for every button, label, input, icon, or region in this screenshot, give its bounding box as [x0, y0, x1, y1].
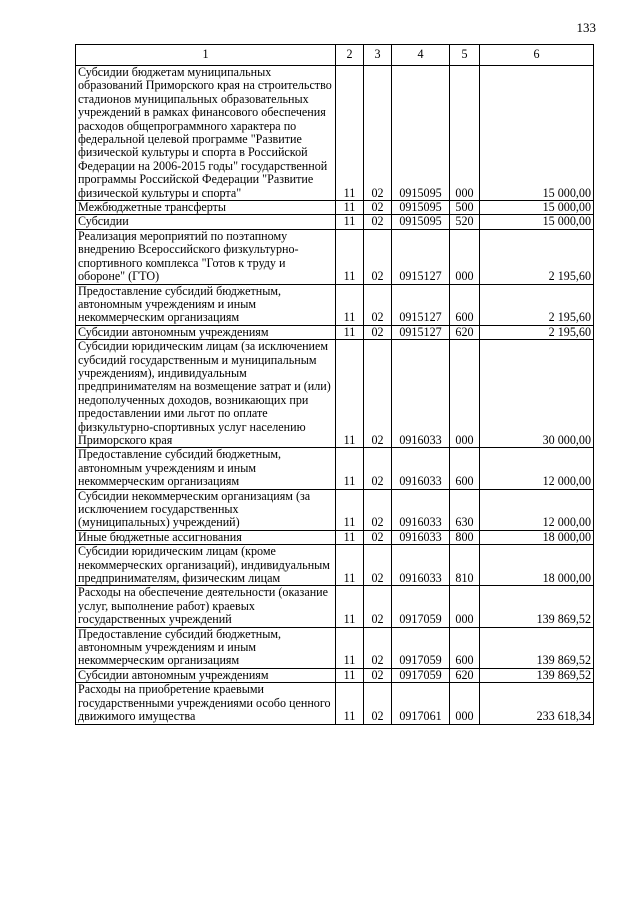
row-section: 11	[336, 668, 364, 682]
row-target-article: 0916033	[392, 545, 450, 586]
row-target-article: 0915095	[392, 215, 450, 229]
row-subsection: 02	[364, 545, 392, 586]
row-expense-type: 800	[450, 530, 480, 544]
row-target-article: 0917059	[392, 627, 450, 668]
row-section: 11	[336, 627, 364, 668]
row-subsection: 02	[364, 448, 392, 489]
table-row	[76, 201, 594, 215]
row-expense-type: 520	[450, 215, 480, 229]
row-name: Реализация мероприятий по поэтапному внедрению Всероссийского физкультурно-спортивного комплекса "Готов к труду и обороне" (ГТО)	[76, 229, 336, 284]
table-row	[76, 627, 594, 668]
row-name: Предоставление субсидий бюджетным, автономным учреждениям и иным некоммерческим организациям	[76, 448, 336, 489]
row-name: Субсидии юридическим лицам (кроме некоммерческих организаций), индивидуальным предпринимателям, физическим лицам	[76, 545, 336, 586]
row-name: Иные бюджетные ассигнования	[76, 530, 336, 544]
row-section: 11	[336, 215, 364, 229]
table-row	[76, 586, 594, 627]
row-expense-type: 000	[450, 340, 480, 448]
row-amount: 15 000,00	[480, 66, 594, 201]
row-expense-type: 000	[450, 66, 480, 201]
table-row	[76, 325, 594, 339]
row-name: Субсидии автономным учреждениям	[76, 325, 336, 339]
row-target-article: 0916033	[392, 530, 450, 544]
table-row	[76, 683, 594, 724]
header-cell: 4	[392, 45, 450, 66]
row-target-article: 0917059	[392, 586, 450, 627]
table-row	[76, 489, 594, 530]
row-subsection: 02	[364, 627, 392, 668]
row-subsection: 02	[364, 668, 392, 682]
row-amount: 18 000,00	[480, 545, 594, 586]
row-subsection: 02	[364, 530, 392, 544]
row-name: Субсидии некоммерческим организациям (за исключением государственных (муниципальных) учреждений)	[76, 489, 336, 530]
row-expense-type: 620	[450, 325, 480, 339]
row-name: Расходы на обеспечение деятельности (оказание услуг, выполнение работ) краевых государственных учреждений	[76, 586, 336, 627]
row-target-article: 0915127	[392, 284, 450, 325]
row-section: 11	[336, 340, 364, 448]
row-subsection: 02	[364, 489, 392, 530]
table-header-row	[76, 45, 594, 66]
row-amount: 233 618,34	[480, 683, 594, 724]
row-section: 11	[336, 683, 364, 724]
budget-table	[75, 44, 594, 725]
row-expense-type: 630	[450, 489, 480, 530]
row-section: 11	[336, 229, 364, 284]
row-expense-type: 600	[450, 284, 480, 325]
row-amount: 12 000,00	[480, 489, 594, 530]
row-expense-type: 500	[450, 201, 480, 215]
header-cell: 5	[450, 45, 480, 66]
table-row	[76, 668, 594, 682]
row-subsection: 02	[364, 683, 392, 724]
row-target-article: 0915127	[392, 325, 450, 339]
row-name: Субсидии бюджетам муниципальных образований Приморского края на строительство стадионов муниципальных образовательных учреждений в рамках финансового обеспечения расходов общепрограммного характера по федеральной целевой программе "Развитие физической культуры и спорта в Российской Федерации на 2006-2015 годы" государственной программы Российской Федерации "Развитие физической культуры и спорта"	[76, 66, 336, 201]
row-name: Межбюджетные трансферты	[76, 201, 336, 215]
header-cell: 6	[480, 45, 594, 66]
row-target-article: 0916033	[392, 448, 450, 489]
row-amount: 15 000,00	[480, 215, 594, 229]
row-subsection: 02	[364, 66, 392, 201]
table-row	[76, 215, 594, 229]
row-amount: 139 869,52	[480, 627, 594, 668]
row-name: Расходы на приобретение краевыми государственными учреждениями особо ценного движимого имущества	[76, 683, 336, 724]
row-section: 11	[336, 66, 364, 201]
table-row	[76, 66, 594, 201]
row-subsection: 02	[364, 215, 392, 229]
header-cell: 1	[76, 45, 336, 66]
row-expense-type: 620	[450, 668, 480, 682]
row-expense-type: 600	[450, 448, 480, 489]
row-expense-type: 600	[450, 627, 480, 668]
row-amount: 2 195,60	[480, 325, 594, 339]
row-subsection: 02	[364, 229, 392, 284]
row-section: 11	[336, 545, 364, 586]
table-row	[76, 448, 594, 489]
row-amount: 12 000,00	[480, 448, 594, 489]
header-cell: 3	[364, 45, 392, 66]
row-subsection: 02	[364, 340, 392, 448]
row-amount: 2 195,60	[480, 284, 594, 325]
row-target-article: 0915127	[392, 229, 450, 284]
row-section: 11	[336, 201, 364, 215]
row-target-article: 0916033	[392, 340, 450, 448]
table-row	[76, 340, 594, 448]
row-section: 11	[336, 530, 364, 544]
row-amount: 2 195,60	[480, 229, 594, 284]
table-row	[76, 229, 594, 284]
table-row	[76, 545, 594, 586]
row-subsection: 02	[364, 325, 392, 339]
row-name: Предоставление субсидий бюджетным, автономным учреждениям и иным некоммерческим организациям	[76, 627, 336, 668]
row-name: Субсидии	[76, 215, 336, 229]
row-subsection: 02	[364, 284, 392, 325]
row-section: 11	[336, 489, 364, 530]
row-subsection: 02	[364, 586, 392, 627]
row-amount: 139 869,52	[480, 586, 594, 627]
row-target-article: 0915095	[392, 201, 450, 215]
row-amount: 30 000,00	[480, 340, 594, 448]
row-section: 11	[336, 284, 364, 325]
row-target-article: 0915095	[392, 66, 450, 201]
row-section: 11	[336, 586, 364, 627]
row-target-article: 0916033	[392, 489, 450, 530]
row-amount: 15 000,00	[480, 201, 594, 215]
row-section: 11	[336, 325, 364, 339]
header-cell: 2	[336, 45, 364, 66]
row-amount: 139 869,52	[480, 668, 594, 682]
row-target-article: 0917061	[392, 683, 450, 724]
row-expense-type: 000	[450, 683, 480, 724]
row-subsection: 02	[364, 201, 392, 215]
row-expense-type: 000	[450, 586, 480, 627]
table-row	[76, 284, 594, 325]
row-expense-type: 000	[450, 229, 480, 284]
row-target-article: 0917059	[392, 668, 450, 682]
page-number: 133	[576, 20, 596, 35]
row-name: Субсидии автономным учреждениям	[76, 668, 336, 682]
row-section: 11	[336, 448, 364, 489]
table-row	[76, 530, 594, 544]
row-expense-type: 810	[450, 545, 480, 586]
row-name: Субсидии юридическим лицам (за исключением субсидий государственным и муниципальным учреждениям), индивидуальным предпринимателям на возмещение затрат и (или) недополученных доходов, возникающих при предоставлении ими льгот по оплате физкультурно-спортивных услуг населению Приморского края	[76, 340, 336, 448]
row-name: Предоставление субсидий бюджетным, автономным учреждениям и иным некоммерческим организациям	[76, 284, 336, 325]
row-amount: 18 000,00	[480, 530, 594, 544]
